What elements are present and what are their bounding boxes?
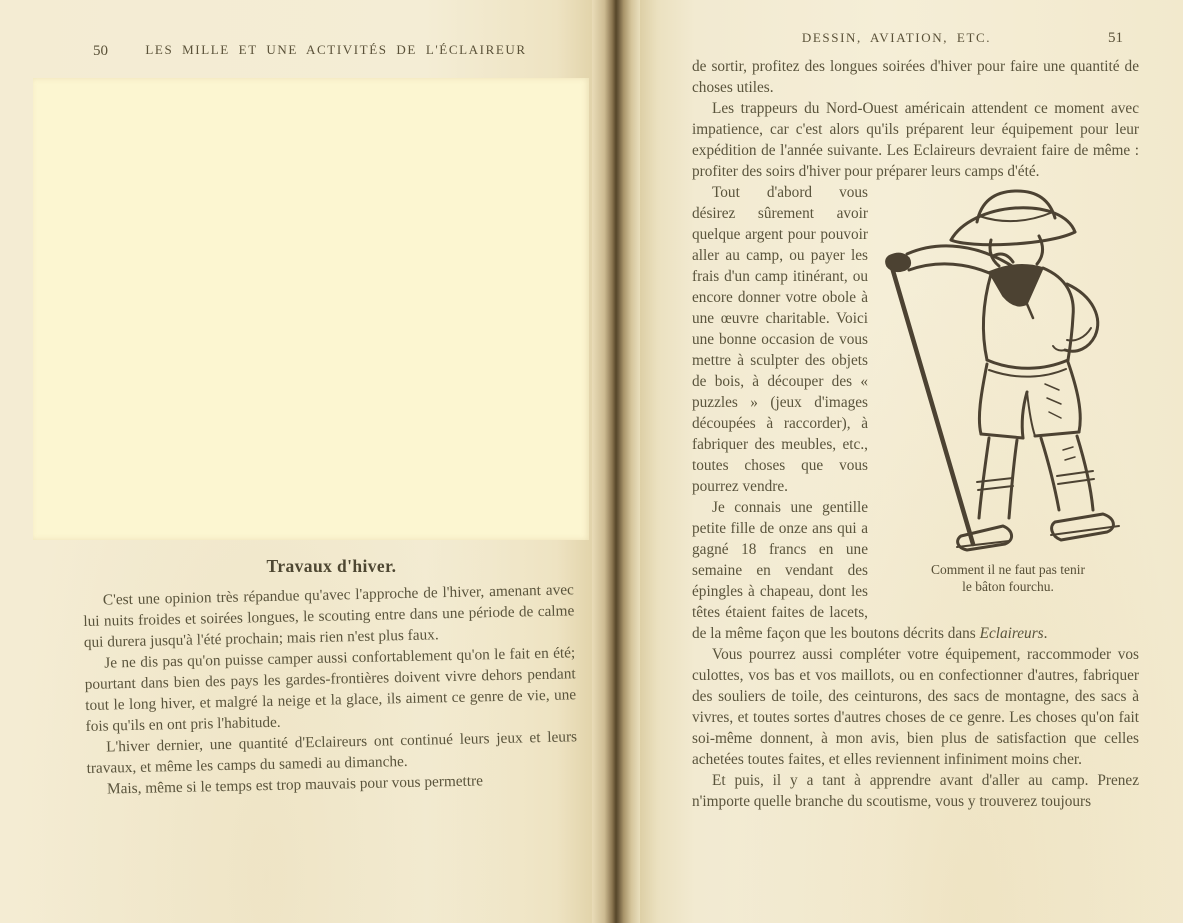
section-heading: Travaux d'hiver. xyxy=(266,556,397,576)
page-header-left xyxy=(0,42,592,64)
left-body-text xyxy=(83,579,578,800)
running-title-left: LES MILLE ET UNE ACTIVITÉS DE L'ÉCLAIREUR xyxy=(145,42,527,57)
paragraph: Les trappeurs du Nord-Ouest américain attendent ce moment avec impatience, car c'est alors qu'ils préparent leur équipement pour leur expédition de l'année suivante. Les Eclaireurs devraient faire de même : profiter des soirs d'hiver pour préparer leurs camps d'été. xyxy=(692,100,1139,180)
paragraph: de sortir, profitez des longues soirées d'hiver pour faire une quantité de choses utiles. xyxy=(692,58,1139,96)
blank-illustration-plate xyxy=(33,78,589,540)
paragraph: Je ne dis pas qu'on puisse camper aussi confortablement qu'on le fait en été; pourtant dans bien des pays les gardes-frontières doivent vivre dehors pendant tout le long hiver, et malgré la neige et la glace, ils aiment ce genre de vie, une fois qu'ils en ont pris l'habitude. xyxy=(84,644,577,735)
scout-holding-staff-illustration xyxy=(877,184,1139,556)
scout-figure xyxy=(877,184,1139,595)
paragraph: L'hiver dernier, une quantité d'Eclaireurs ont continué leurs jeux et leurs travaux, et même les camps du samedi au dimanche. xyxy=(86,728,578,777)
page-header-right xyxy=(654,30,1139,52)
paragraph: C'est une opinion très répandue qu'avec l'approche de l'hiver, amenant avec lui nuits froides et soirées longues, le scouting entre dans une période de calme qui durera jusqu'à l'été prochain; mais rien n'est plus faux. xyxy=(83,581,575,652)
paragraph: Et puis, il y a tant à apprendre avant d'aller au camp. Prenez n'importe quelle branche du scoutisme, vous y trouverez toujours xyxy=(692,772,1139,810)
paragraph-text: . xyxy=(1043,625,1048,642)
figure-caption-line: le bâton fourchu. xyxy=(962,579,1054,594)
page-right xyxy=(640,0,1183,923)
running-title-right: DESSIN, AVIATION, ETC. xyxy=(801,30,992,45)
figure-caption xyxy=(877,561,1139,595)
italic-book-title: Eclaireurs xyxy=(979,625,1044,642)
right-body-text xyxy=(692,56,1139,812)
paragraph: Mais, même si le temps est trop mauvais pour vous permettre xyxy=(106,772,484,798)
gutter-shadow xyxy=(592,0,640,923)
paragraph: Vous pourrez aussi compléter votre équipement, raccommoder vos culottes, vos bas et vos maillots, ou en confectionner d'autres, fabriquer des souliers de toile, des ceinturons, des sacs de montagne, des sacs à vivres, et toutes sortes d'autres choses de ce genre. Les choses qu'on fait soi-même donnent, à mon avis, bien plus de satisfaction que celles achetées toutes faites, et elles reviennent infiniment moins cher. xyxy=(692,646,1139,768)
figure-caption-line: Comment il ne faut pas tenir xyxy=(930,562,1086,577)
paragraph: Tout d'abord vous désirez sûrement avoir quelque argent pour pouvoir aller au camp, ou payer les frais d'un camp itinérant, ou encore donner votre obole à une œuvre charitable. Voici une bonne occasion de vous mettre à sculpter des objets de bois, à découper des « puzzles » (jeux d'images découpées à raccorder), à fabriquer des meubles, etc., toutes choses que vous pourrez vendre. xyxy=(692,184,868,495)
page-number-left: 50 xyxy=(93,43,108,59)
page-number-right: 51 xyxy=(1108,30,1123,46)
paragraph-text: Je connais une gentille petite fille de onze ans qui a gagné 18 francs en une semaine en vendant des épingles à chapeau, dont les têtes étaient faites de lacets, de la même façon que les boutons décrits dans xyxy=(692,499,980,642)
